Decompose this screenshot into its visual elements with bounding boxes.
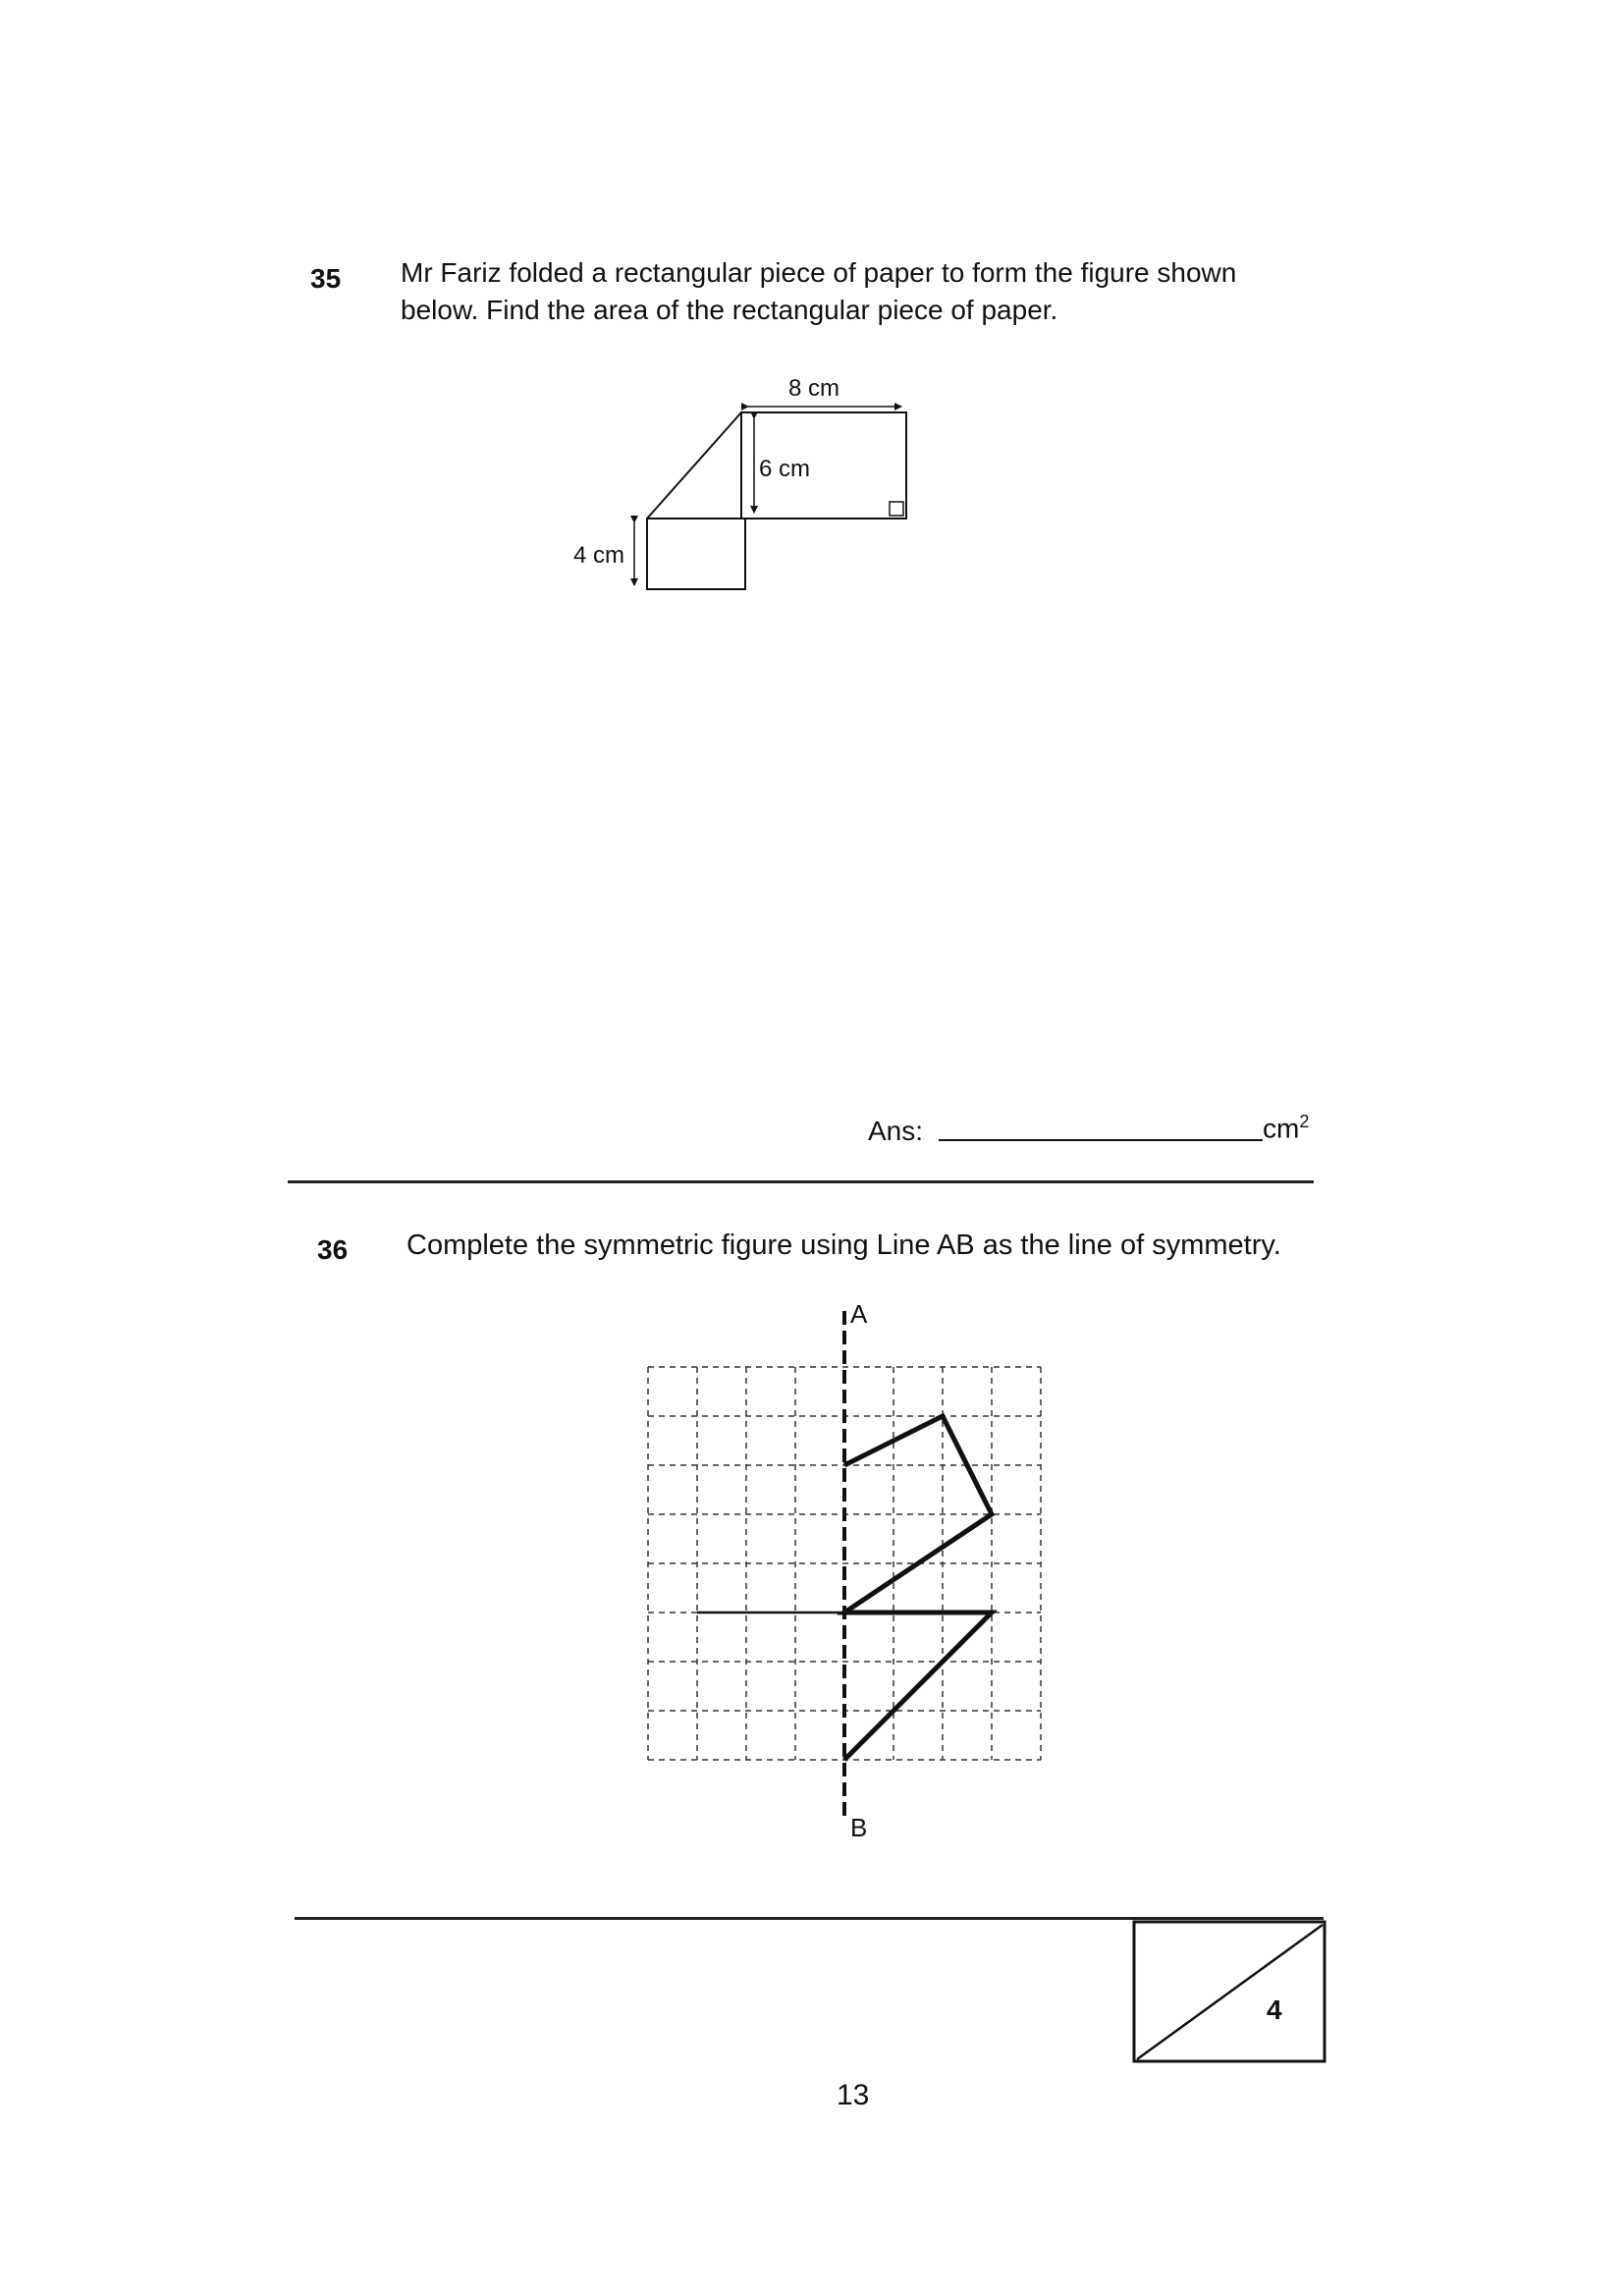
label-4cm: 4 cm	[572, 542, 624, 569]
page-number: 13	[837, 2079, 870, 2111]
marks-box-diagonal	[1137, 1925, 1323, 2059]
label-b: B	[850, 1813, 868, 1842]
right-angle-marker	[890, 502, 903, 516]
marks-value: 4	[1267, 1995, 1282, 2025]
answer-unit	[1263, 1112, 1309, 1144]
label-8cm: 8 cm	[787, 375, 840, 402]
answer-label: Ans:	[868, 1116, 924, 1146]
question-35-text-line2: below. Find the area of the rectangular piece of paper.	[401, 295, 1058, 325]
given-half-figure	[844, 1416, 992, 1760]
divider-q35-q36	[288, 1180, 1314, 1183]
question-35-text-line1: Mr Fariz folded a rectangular piece of paper to form the figure shown	[401, 257, 1237, 288]
symmetry-grid-figure	[628, 1286, 1060, 1846]
dashed-grid	[648, 1367, 1041, 1760]
marks-box	[1127, 1915, 1329, 2068]
answer-unit-exponent: 2	[1299, 1112, 1310, 1131]
question-number-35: 35	[310, 263, 342, 294]
question-number-36: 36	[317, 1234, 349, 1265]
label-6cm: 6 cm	[759, 456, 811, 482]
fold-diagonal	[647, 412, 741, 519]
answer-line[interactable]	[939, 1139, 1263, 1141]
answer-unit-text: cm	[1263, 1113, 1300, 1144]
question-35-text	[401, 254, 1343, 329]
label-a: A	[850, 1299, 868, 1329]
bottom-square	[647, 519, 745, 589]
question-36-text: Complete the symmetric figure using Line AB as the line of symmetry.	[406, 1230, 1281, 1261]
folded-paper-figure	[550, 363, 923, 599]
